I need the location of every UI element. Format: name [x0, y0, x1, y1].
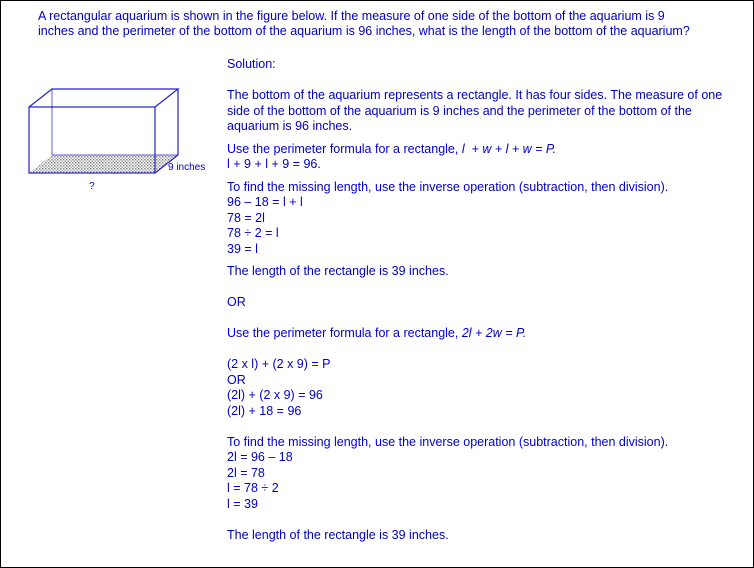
answer-line-2: The length of the rectangle is 39 inches. — [227, 527, 449, 542]
formula-line-2 — [227, 326, 727, 342]
length-label: ? — [89, 181, 95, 192]
step-line: (2l) + 18 = 96 — [227, 403, 302, 418]
step-line: (2l) + (2 x 9) = 96 — [227, 388, 323, 402]
step-line: 39 = l — [227, 241, 258, 256]
formula-expression: l + w + l + w = P. — [461, 141, 557, 156]
solution-text — [227, 57, 727, 543]
step-line: 2l = 78 — [227, 465, 265, 480]
formula-expression: 2l + 2w = P. — [461, 326, 527, 340]
aquarium-figure — [27, 87, 217, 197]
step-line: 78 ÷ 2 = l — [227, 226, 279, 240]
step-line: 2l = 96 – 18 — [227, 450, 293, 464]
question-text: A rectangular aquarium is shown in the figure below. If the measure of one side of the bottom of the aquarium is 9 inches and the perimeter of the bottom of the aquarium is 96 inches, what is the length of the bottom of the aquarium? — [38, 9, 690, 38]
formula-text: Use the perimeter formula for a rectangle, — [227, 141, 462, 156]
aquarium-box-drawing — [27, 87, 217, 197]
step-line: l = 78 ÷ 2 — [227, 481, 279, 495]
step-line: (2 x l) + (2 x 9) = P — [227, 357, 331, 371]
aquarium-bottom-shading — [29, 155, 178, 173]
inverse-instruction-1: To find the missing length, use the inverse operation (subtraction, then division). — [227, 179, 669, 194]
step-line: 96 – 18 = l + l — [227, 195, 303, 209]
solution-heading: Solution: — [227, 57, 276, 71]
answer-line-1: The length of the rectangle is 39 inches. — [227, 264, 449, 278]
side-label: 9 inches — [168, 162, 206, 173]
inverse-instruction-2: To find the missing length, use the inverse operation (subtraction, then division). — [227, 434, 669, 449]
top-face — [29, 89, 178, 107]
or-separator: OR — [227, 295, 246, 309]
formula-text: Use the perimeter formula for a rectangle, — [227, 326, 462, 340]
solution-intro: The bottom of the aquarium represents a rectangle. It has four sides. The measure of one side of the bottom of the aquarium is 9 inches and the perimeter of the bottom of the aquarium is 96 inches. — [227, 88, 726, 133]
formula-line-1 — [227, 142, 727, 158]
formula-substitution: l + 9 + l + 9 = 96. — [227, 157, 321, 171]
step-line: 78 = 2l — [227, 210, 265, 225]
step-line: l = 39 — [227, 496, 258, 511]
step-line: OR — [227, 372, 246, 387]
